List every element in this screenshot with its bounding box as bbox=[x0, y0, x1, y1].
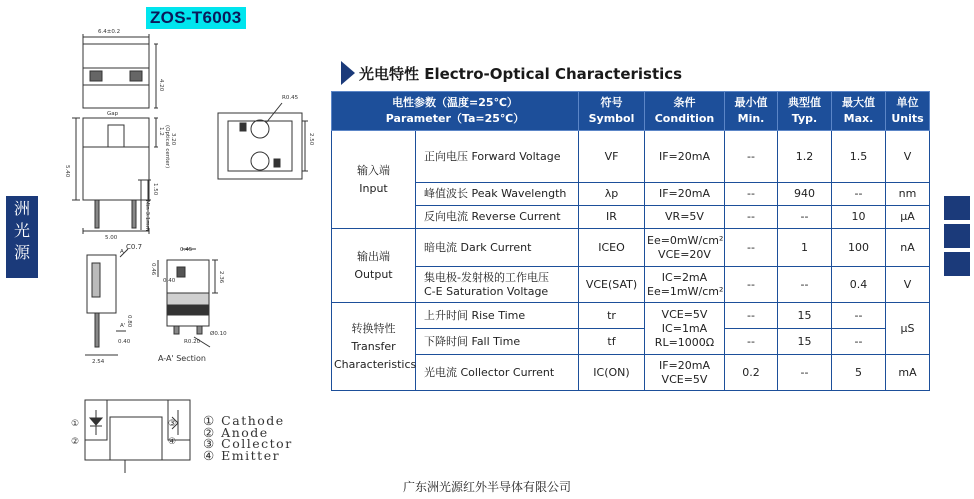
min-cell: -- bbox=[725, 303, 778, 329]
dim-label: 1.2 bbox=[158, 127, 164, 136]
table-row bbox=[332, 183, 930, 206]
dim-label: R0.45 bbox=[282, 95, 299, 101]
dim-label: Ø0.10 bbox=[210, 331, 227, 337]
max-cell: -- bbox=[832, 329, 886, 355]
param-cell: 上升时间 Rise Time bbox=[416, 303, 579, 329]
min-cell: -- bbox=[725, 183, 778, 206]
param-cell: 集电极-发射极的工作电压 C-E Saturation Voltage bbox=[416, 267, 579, 303]
pin-number: ④ bbox=[168, 437, 177, 447]
side-block-right bbox=[944, 196, 970, 220]
side-view-body bbox=[87, 255, 116, 313]
symbol-cell: VF bbox=[579, 131, 645, 183]
col-header-parameter: 电性参数（温度=25℃） Parameter（Ta=25℃） bbox=[332, 92, 579, 131]
group-transfer: 转换特性 Transfer Characteristics bbox=[332, 303, 416, 391]
table-row bbox=[332, 329, 930, 355]
min-cell: -- bbox=[725, 267, 778, 303]
symbol-cell: tf bbox=[579, 329, 645, 355]
cond-cell: IF=20mA bbox=[645, 131, 725, 183]
param-cell: 峰值波长 Peak Wavelength bbox=[416, 183, 579, 206]
brand-side-label-left bbox=[6, 196, 38, 278]
side-char: 光 bbox=[13, 221, 30, 240]
table-row bbox=[332, 355, 930, 391]
dim-label: 0.80 bbox=[126, 315, 132, 328]
front-view-body bbox=[83, 118, 149, 200]
dim-label: 4.20 bbox=[158, 79, 164, 92]
param-cell: 下降时间 Fall Time bbox=[416, 329, 579, 355]
max-cell: 5 bbox=[832, 355, 886, 391]
symbol-cell: VCE(SAT) bbox=[579, 267, 645, 303]
dim-label: 0.45 bbox=[180, 247, 193, 253]
section-label: A-A' Section bbox=[158, 354, 206, 363]
pin-number: ① bbox=[71, 419, 80, 429]
typ-cell: 1 bbox=[778, 229, 832, 267]
typ-cell: -- bbox=[778, 355, 832, 391]
section-heading bbox=[341, 60, 682, 86]
unit-cell: μA bbox=[886, 206, 930, 229]
typ-cell: -- bbox=[778, 267, 832, 303]
pin-label-anode: ② Anode bbox=[203, 424, 269, 440]
param-cell: 正向电压 Forward Voltage bbox=[416, 131, 579, 183]
cond-cell: IF=20mA bbox=[645, 183, 725, 206]
dim-label: Min 3.1mm bbox=[144, 200, 150, 231]
cond-cell: VCE=5V IC=1mA RL=1000Ω bbox=[645, 303, 725, 355]
chevron-right-icon bbox=[341, 61, 355, 85]
dim-label: (Optical center) bbox=[164, 125, 170, 169]
max-cell: 10 bbox=[832, 206, 886, 229]
table-row bbox=[332, 303, 930, 329]
col-header-max: 最大值 Max. bbox=[832, 92, 886, 131]
dim-label: A' bbox=[120, 323, 126, 329]
min-cell: -- bbox=[725, 329, 778, 355]
param-cell: 暗电流 Dark Current bbox=[416, 229, 579, 267]
max-cell: 0.4 bbox=[832, 267, 886, 303]
col-header-typ: 典型值 Typ. bbox=[778, 92, 832, 131]
dim-label: 1.50 bbox=[152, 183, 158, 196]
dim-label: 0.40 bbox=[163, 278, 176, 284]
table-row bbox=[332, 229, 930, 267]
symbol-cell: IC(ON) bbox=[579, 355, 645, 391]
dim-label: 0.40 bbox=[118, 339, 131, 345]
table-row bbox=[332, 267, 930, 303]
col-header-units: 单位 Units bbox=[886, 92, 930, 131]
max-cell: -- bbox=[832, 303, 886, 329]
table-row bbox=[332, 131, 930, 183]
dim-label: C0.7 bbox=[126, 243, 143, 251]
cond-cell: IF=20mA VCE=5V bbox=[645, 355, 725, 391]
max-cell: -- bbox=[832, 183, 886, 206]
side-block-right bbox=[944, 224, 970, 248]
dim-label: 2.36 bbox=[218, 271, 224, 284]
bottom-view-body bbox=[218, 113, 302, 179]
min-cell: -- bbox=[725, 206, 778, 229]
side-char: 洲 bbox=[13, 199, 30, 218]
typ-cell: 1.2 bbox=[778, 131, 832, 183]
table-header-row bbox=[332, 92, 930, 131]
symbol-cell: λp bbox=[579, 183, 645, 206]
param-cell: 光电流 Collector Current bbox=[416, 355, 579, 391]
param-cell: 反向电流 Reverse Current bbox=[416, 206, 579, 229]
cond-cell: Ee=0mW/cm² VCE=20V bbox=[645, 229, 725, 267]
col-header-symbol: 符号 Symbol bbox=[579, 92, 645, 131]
symbol-cell: tr bbox=[579, 303, 645, 329]
unit-cell: μS bbox=[886, 303, 930, 355]
symbol-cell: ICEO bbox=[579, 229, 645, 267]
dim-label: 0.46 bbox=[150, 263, 156, 276]
table-row bbox=[332, 206, 930, 229]
electro-optical-table bbox=[331, 91, 930, 391]
cond-cell: IC=2mA Ee=1mW/cm² bbox=[645, 267, 725, 303]
dim-label: 2.50 bbox=[308, 133, 314, 146]
typ-cell: -- bbox=[778, 206, 832, 229]
col-header-min: 最小值 Min. bbox=[725, 92, 778, 131]
typ-cell: 15 bbox=[778, 329, 832, 355]
min-cell: -- bbox=[725, 229, 778, 267]
outline-drawing bbox=[50, 25, 335, 475]
dim-label: A bbox=[120, 249, 124, 255]
pin-label-emitter: ④ Emitter bbox=[203, 447, 281, 463]
dim-label: 5.40 bbox=[64, 165, 70, 178]
section-title: 光电特性 Electro-Optical Characteristics bbox=[359, 64, 683, 83]
typ-cell: 15 bbox=[778, 303, 832, 329]
unit-cell: nm bbox=[886, 183, 930, 206]
unit-cell: V bbox=[886, 131, 930, 183]
min-cell: -- bbox=[725, 131, 778, 183]
col-header-condition: 条件 Condition bbox=[645, 92, 725, 131]
pin-number: ③ bbox=[168, 419, 177, 429]
cond-cell: VR=5V bbox=[645, 206, 725, 229]
company-footer: 广东洲光源红外半导体有限公司 bbox=[402, 480, 571, 494]
side-block-right bbox=[944, 252, 970, 276]
dim-label: 3.20 bbox=[170, 133, 176, 146]
dim-label: 5.00 bbox=[105, 235, 118, 241]
pin-label-cathode: ① Cathode bbox=[203, 413, 285, 428]
typ-cell: 940 bbox=[778, 183, 832, 206]
dim-label: R0.20 bbox=[184, 339, 201, 345]
model-badge: ZOS-T6003 bbox=[146, 7, 246, 29]
symbol-cell: IR bbox=[579, 206, 645, 229]
side-char: 源 bbox=[13, 243, 30, 262]
pin-legend bbox=[203, 415, 293, 461]
unit-cell: nA bbox=[886, 229, 930, 267]
max-cell: 1.5 bbox=[832, 131, 886, 183]
unit-cell: V bbox=[886, 267, 930, 303]
pin-number: ② bbox=[71, 437, 80, 447]
group-output: 输出端 Output bbox=[332, 229, 416, 303]
pin-label-collector: ③ Collector bbox=[203, 436, 293, 451]
min-cell: 0.2 bbox=[725, 355, 778, 391]
dim-label: Gap bbox=[107, 111, 119, 117]
group-input: 输入端 Input bbox=[332, 131, 416, 229]
max-cell: 100 bbox=[832, 229, 886, 267]
unit-cell: mA bbox=[886, 355, 930, 391]
dim-label: 2.54 bbox=[92, 359, 105, 365]
dim-label: 6.4±0.2 bbox=[98, 29, 121, 35]
